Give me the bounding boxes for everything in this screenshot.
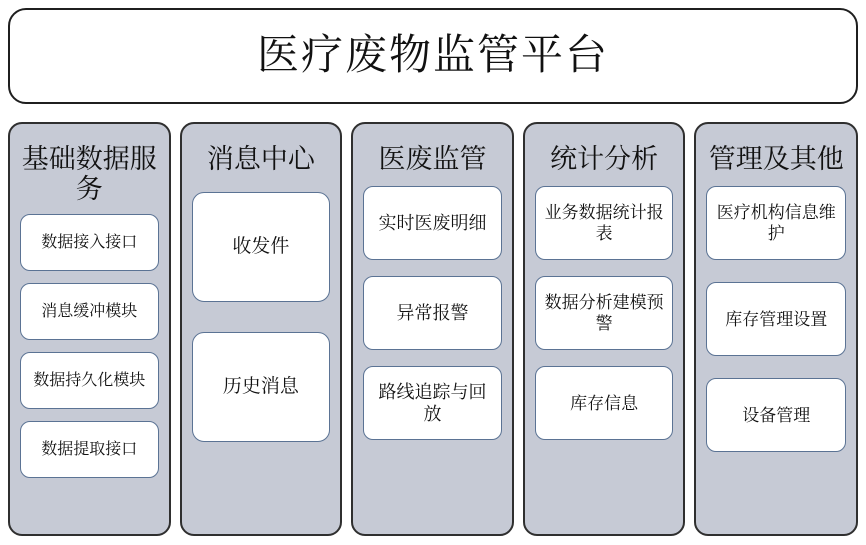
module-item[interactable]: 历史消息 [192, 332, 331, 442]
platform-title-box [8, 8, 858, 104]
module-item[interactable]: 数据分析建模预警 [535, 276, 674, 350]
column-items [363, 182, 502, 524]
column-items [535, 182, 674, 524]
module-item[interactable]: 医疗机构信息维护 [706, 186, 846, 260]
module-item[interactable]: 数据接入接口 [20, 214, 159, 271]
module-column-statistical-analysis [523, 122, 686, 536]
module-item[interactable]: 收发件 [192, 192, 331, 302]
module-column-message-center [180, 122, 343, 536]
column-header: 基础数据服务 [21, 144, 157, 205]
column-header: 统计分析 [550, 144, 659, 174]
module-item[interactable]: 路线追踪与回放 [363, 366, 502, 440]
column-header: 医废监管 [378, 144, 487, 174]
column-items [706, 182, 846, 524]
module-column-management-and-others [694, 122, 858, 536]
module-column-medical-waste-supervision [351, 122, 514, 536]
module-item[interactable]: 库存信息 [535, 366, 674, 440]
module-columns [8, 122, 858, 536]
module-column-basic-data-service [8, 122, 171, 536]
module-item[interactable]: 业务数据统计报表 [535, 186, 674, 260]
module-item[interactable]: 设备管理 [706, 378, 846, 452]
module-item[interactable]: 数据持久化模块 [20, 352, 159, 409]
page-title: 医疗废物监管平台 [256, 33, 609, 79]
module-item[interactable]: 异常报警 [363, 276, 502, 350]
module-item[interactable]: 实时医废明细 [363, 186, 502, 260]
module-item[interactable]: 库存管理设置 [706, 282, 846, 356]
column-header: 管理及其他 [708, 144, 844, 174]
column-items [192, 182, 331, 524]
column-header: 消息中心 [206, 144, 315, 174]
module-item[interactable]: 消息缓冲模块 [20, 283, 159, 340]
column-items [20, 212, 159, 524]
module-item[interactable]: 数据提取接口 [20, 421, 159, 478]
